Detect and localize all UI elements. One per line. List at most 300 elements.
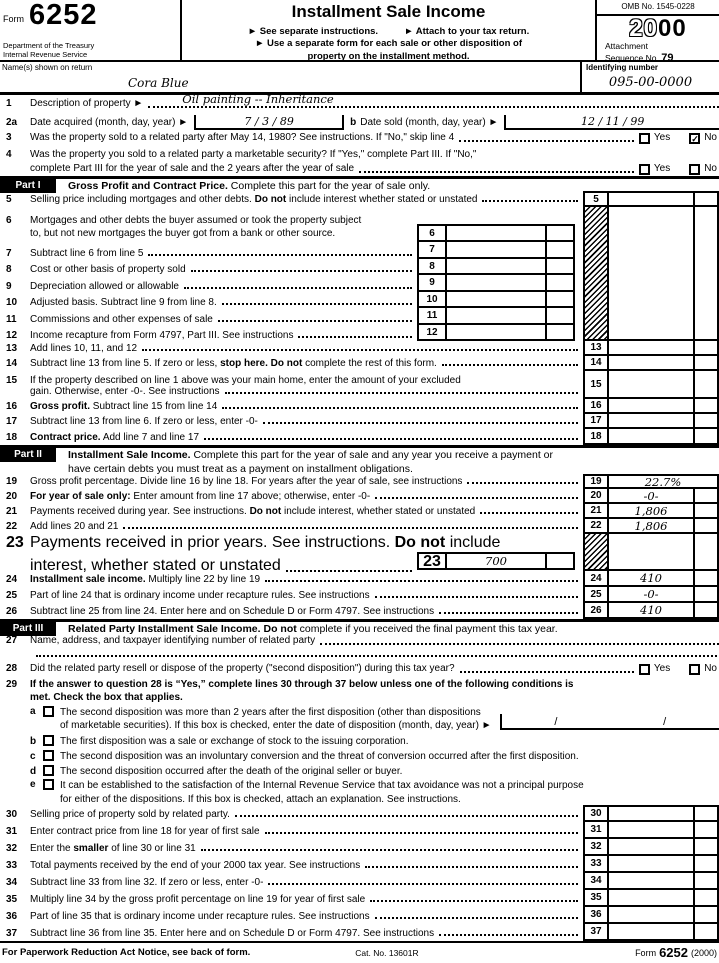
- name-cell[interactable]: [0, 62, 580, 92]
- line-11-amount[interactable]: [447, 308, 545, 325]
- dot-leader: [265, 832, 578, 834]
- line-27-entry-2[interactable]: [36, 655, 717, 657]
- line-19-box-number: 19: [583, 474, 609, 489]
- line-2b-label: Date sold (month, day, year) ►: [360, 117, 499, 128]
- dot-leader: [439, 612, 578, 614]
- line-8-amount[interactable]: [447, 259, 545, 276]
- line-9-number: 9: [6, 280, 12, 292]
- line-12-label: Income recapture from Form 4797, Part III. See instructions: [30, 330, 294, 341]
- line-15-label-2: gain. Otherwise, enter -0-. See instructions: [30, 386, 220, 397]
- line-28-no-checkbox[interactable]: [689, 664, 700, 675]
- line-9-label: Depreciation allowed or allowable: [30, 280, 179, 292]
- line-30-row: [0, 805, 719, 822]
- line-3-no-checkbox[interactable]: ✓: [691, 134, 699, 144]
- line-15-number: 15: [6, 375, 18, 386]
- taxpayer-row: [0, 62, 719, 95]
- part-iii-title: Related Party Installment Sale Income. Do not complete if you received the final payment this tax year.: [68, 623, 558, 635]
- line-14-cents[interactable]: [693, 356, 719, 371]
- line-5-box-number: 5: [583, 191, 609, 207]
- yes-label: Yes: [653, 132, 671, 143]
- dot-leader: [439, 934, 578, 936]
- dot-leader: [225, 392, 578, 394]
- form-title-block: [182, 0, 595, 60]
- line-26-number: 26: [6, 606, 18, 617]
- line-29e-row: [0, 777, 719, 805]
- line-5-row: [0, 191, 719, 207]
- line-15-cents[interactable]: [693, 371, 719, 399]
- form-footer: [0, 941, 719, 962]
- line-29-number: 29: [6, 679, 18, 690]
- line-37-box-number: 37: [583, 924, 609, 941]
- line-8-cents[interactable]: [545, 259, 575, 276]
- line-20-number: 20: [6, 491, 18, 502]
- line-29b-label: The first disposition was a sale or exchange of stock to the issuing corporation.: [60, 736, 409, 747]
- line-2b-number: b: [350, 117, 357, 128]
- dot-leader: [201, 849, 578, 851]
- line-34-label: Subtract line 33 from line 32. If zero or less, enter -0-: [30, 877, 264, 888]
- line-33-label: Total payments received by the end of your 2000 tax year. See instructions: [30, 860, 361, 871]
- line-14-amount[interactable]: [609, 356, 693, 371]
- line-4-no-checkbox[interactable]: [689, 164, 700, 175]
- line-5-cents[interactable]: [693, 191, 719, 207]
- line-1-row: [0, 92, 719, 111]
- part-ii-header: [0, 445, 719, 474]
- line-6-amount[interactable]: [447, 224, 545, 242]
- line-9-row: [0, 275, 583, 292]
- line-10-label: Adjusted basis. Subtract line 9 from line 8.: [30, 297, 217, 308]
- line-27-label: Name, address, and taxpayer identifying number of related party: [30, 635, 316, 646]
- agency-name: Department of the Treasury Internal Revenue Service: [3, 41, 95, 59]
- line-34-amount[interactable]: [609, 873, 693, 890]
- line-25-box-number: 25: [583, 587, 609, 603]
- line-13-label: Add lines 10, 11, and 12: [30, 343, 138, 354]
- dot-leader: [460, 671, 634, 673]
- line-13-amount[interactable]: [609, 341, 693, 356]
- dot-leader: [442, 364, 578, 366]
- line-34-number: 34: [6, 877, 18, 888]
- line-29d-letter: d: [30, 766, 37, 777]
- line-29e-checkbox[interactable]: [43, 779, 54, 790]
- line-11-number: 11: [6, 313, 17, 325]
- dot-leader: [467, 482, 578, 484]
- dot-leader: [375, 917, 578, 919]
- line-14-row: [0, 356, 719, 371]
- line-15-amount[interactable]: [609, 371, 693, 399]
- line-16-amount[interactable]: [609, 399, 693, 414]
- lines-6-12-open-cents: [693, 207, 719, 341]
- line-16-number: 16: [6, 401, 18, 412]
- line-16-row: [0, 399, 719, 414]
- line-28-label: Did the related party resell or dispose of the property ("second disposition") during this tax year?: [30, 663, 455, 674]
- dot-leader: [480, 512, 578, 514]
- line-31-amount[interactable]: [609, 822, 693, 839]
- yes-label: Yes: [653, 663, 671, 674]
- line-30-number: 30: [6, 809, 18, 820]
- line-27-row-2: [0, 648, 719, 660]
- line-29e-letter: e: [30, 779, 36, 790]
- line-23-cents[interactable]: [545, 552, 575, 570]
- line-30-cents[interactable]: [693, 805, 719, 822]
- line-6-label-1: Mortgages and other debts the buyer assumed or took the property subject: [30, 215, 362, 226]
- line-21-cents[interactable]: [693, 504, 719, 519]
- line-29a-checkbox[interactable]: [43, 706, 54, 717]
- line-28-row: [0, 660, 719, 676]
- catalog-number: Cat. No. 13601R: [355, 948, 419, 958]
- line-33-box-number: 33: [583, 856, 609, 873]
- line-23-number: 23: [6, 534, 24, 551]
- line-1-label: Description of property ►: [30, 98, 144, 109]
- line-15-box-number: 15: [583, 371, 609, 399]
- line-31-number: 31: [6, 826, 18, 837]
- line-24-cents[interactable]: [693, 571, 719, 587]
- line-12-row: [0, 325, 583, 342]
- line-31-box-number: 31: [583, 822, 609, 839]
- line-24-label: Installment sale income. Multiply line 22 by line 19: [30, 574, 261, 585]
- part-iii-header: [0, 619, 719, 634]
- hatched-cell: [583, 207, 609, 341]
- hatched-cell: [583, 534, 609, 571]
- line-26-amount[interactable]: 410: [609, 603, 693, 619]
- line-26-label: Subtract line 25 from line 24. Enter here and on Schedule D or Form 4797. See instructions: [30, 606, 435, 617]
- line-4-row-1: [0, 145, 719, 160]
- dot-leader: [142, 349, 578, 351]
- line-29-label-2: met. Check the box that applies.: [30, 692, 183, 703]
- line-35-row: [0, 890, 719, 907]
- line-32-row: [0, 839, 719, 856]
- line-35-cents[interactable]: [693, 890, 719, 907]
- line-23-open-cents: [693, 534, 719, 571]
- line-20-box-number: 20: [583, 489, 609, 504]
- line-36-number: 36: [6, 911, 18, 922]
- date-acquired-field[interactable]: 7 / 3 / 89: [194, 115, 344, 130]
- line-17-row: [0, 414, 719, 429]
- line-29a-row: [0, 703, 719, 732]
- line-35-label: Multiply line 34 by the gross profit percentage on line 19 for year of first sale: [30, 894, 366, 905]
- line-29c-checkbox[interactable]: [43, 750, 54, 761]
- line-10-cents[interactable]: [545, 292, 575, 309]
- line-12-box-number: 12: [417, 325, 447, 342]
- line-26-box-number: 26: [583, 603, 609, 619]
- line-28-yes-checkbox[interactable]: [639, 664, 650, 675]
- part-i-header: [0, 176, 719, 191]
- line-5-label: Selling price including mortgages and other debts. Do not include interest whether stated or unstated: [30, 194, 478, 205]
- taxpayer-name[interactable]: Cora Blue: [128, 76, 189, 90]
- line-29b-row: [0, 732, 719, 747]
- line-29-row-1: [0, 676, 719, 690]
- line-32-number: 32: [6, 843, 18, 854]
- line-25-amount[interactable]: -0-: [609, 587, 693, 603]
- line-10-amount[interactable]: [447, 292, 545, 309]
- line-22-number: 22: [6, 521, 18, 532]
- line-34-cents[interactable]: [693, 873, 719, 890]
- line-29a-date-field[interactable]: / /: [500, 714, 719, 730]
- line-31-cents[interactable]: [693, 822, 719, 839]
- dot-leader: [222, 303, 412, 305]
- line-29c-row: [0, 747, 719, 762]
- line-34-row: [0, 873, 719, 890]
- line-12-amount[interactable]: [447, 325, 545, 342]
- line-1-number: 1: [6, 98, 12, 109]
- line-18-label: Contract price. Add line 7 and line 17: [30, 432, 199, 443]
- line-15-label-1: If the property described on line 1 above was your main home, enter the amount of your excluded: [30, 375, 461, 386]
- line-29d-label: The second disposition occurred after the death of the original seller or buyer.: [60, 766, 403, 777]
- line-4-yes-checkbox[interactable]: [639, 164, 650, 175]
- line-19-amount[interactable]: 22.7%: [609, 474, 719, 489]
- dot-leader: [375, 596, 578, 598]
- line-17-number: 17: [6, 416, 18, 427]
- line-9-box-number: 9: [417, 275, 447, 292]
- line-29e-label: It can be established to the satisfaction of the Internal Revenue Service that tax avoidance was not a principal purpose for either of the dispositions. If this box is checked, attach an explanation. See instructions.: [60, 780, 584, 805]
- line-36-label: Part of line 35 that is ordinary income under recapture rules. See instructions: [30, 911, 370, 922]
- line-9-amount[interactable]: [447, 275, 545, 292]
- dot-leader: [263, 422, 578, 424]
- line-25-row: [0, 587, 719, 603]
- line-16-box-number: 16: [583, 399, 609, 414]
- line-6-label-2: to, but not new mortgages the buyer got from a bank or other source.: [30, 227, 336, 239]
- line-4-row-2: [0, 160, 719, 176]
- line-3-yes-checkbox[interactable]: [639, 133, 650, 144]
- line-14-number: 14: [6, 358, 18, 369]
- part-ii-tag: Part II: [0, 448, 56, 462]
- line-30-box-number: 30: [583, 805, 609, 822]
- line-18-box-number: 18: [583, 429, 609, 445]
- line-6-row: [0, 207, 583, 242]
- line-19-label: Gross profit percentage. Divide line 16 by line 18. For years after the year of sale, see instructions: [30, 476, 463, 487]
- line-36-box-number: 36: [583, 907, 609, 924]
- identifying-number-label: Identifying number: [586, 63, 658, 72]
- form-number-block: [0, 0, 182, 60]
- omb-number: OMB No. 1545-0228: [597, 0, 719, 16]
- line-10-number: 10: [6, 297, 18, 308]
- indent: [6, 228, 30, 241]
- line-33-cents[interactable]: [693, 856, 719, 873]
- dot-leader: [184, 287, 412, 289]
- line-23-label-1: Payments received in prior years. See instructions. Do not include: [30, 534, 501, 551]
- dot-leader: [222, 407, 578, 409]
- dot-leader: [148, 254, 412, 256]
- line-3-row: [0, 130, 719, 145]
- line-6-cents[interactable]: [545, 224, 575, 242]
- line-7-label: Subtract line 6 from line 5: [30, 247, 144, 259]
- line-12-number: 12: [6, 330, 18, 341]
- dot-leader: [235, 815, 578, 817]
- line-20-row: [0, 489, 719, 504]
- line-18-amount[interactable]: [609, 429, 693, 445]
- line-18-cents[interactable]: [693, 429, 719, 445]
- dot-leader: [268, 883, 578, 885]
- line-17-amount[interactable]: [609, 414, 693, 429]
- line-10-box-number: 10: [417, 292, 447, 309]
- line-29c-letter: c: [30, 751, 36, 762]
- line-18-row: [0, 429, 719, 445]
- line-31-row: [0, 822, 719, 839]
- line-5-amount[interactable]: [609, 191, 693, 207]
- footer-form-id: Form 6252 (2000): [635, 944, 717, 960]
- line-2-row: [0, 111, 719, 130]
- line-29d-checkbox[interactable]: [43, 765, 54, 776]
- line-8-number: 8: [6, 264, 12, 275]
- dot-leader: [375, 497, 578, 499]
- identifying-number[interactable]: 095-00-0000: [608, 75, 693, 90]
- line-35-amount[interactable]: [609, 890, 693, 907]
- line-20-cents[interactable]: [693, 489, 719, 504]
- line-7-amount[interactable]: [447, 242, 545, 259]
- line-8-label: Cost or other basis of property sold: [30, 264, 186, 275]
- no-label: No: [704, 132, 717, 143]
- line-17-box-number: 17: [583, 414, 609, 429]
- line-32-box-number: 32: [583, 839, 609, 856]
- line-33-row: [0, 856, 719, 873]
- line-19-row: [0, 474, 719, 489]
- line-33-amount[interactable]: [609, 856, 693, 873]
- line-29b-checkbox[interactable]: [43, 735, 54, 746]
- form-title: Installment Sale Income: [291, 2, 486, 21]
- lines-6-12-block: [0, 207, 719, 341]
- date-sold-field[interactable]: 12 / 11 / 99: [504, 115, 719, 130]
- line-21-amount[interactable]: 1,806: [609, 504, 693, 519]
- dot-leader: [365, 866, 578, 868]
- line-4-label-1: Was the property you sold to a related party a marketable security? If "Yes," complete Part III. If "No,": [30, 149, 477, 160]
- line-26-cents[interactable]: [693, 603, 719, 619]
- line-1-value[interactable]: Oil painting -- Inheritance: [182, 92, 334, 106]
- line-7-number: 7: [6, 247, 12, 259]
- line-20-label: For year of sale only: Enter amount from line 17 above; otherwise, enter -0-: [30, 491, 371, 502]
- line-18-number: 18: [6, 432, 18, 443]
- line-22-label: Add lines 20 and 21: [30, 521, 119, 532]
- identifying-number-cell[interactable]: [580, 62, 719, 92]
- line-13-row: [0, 341, 719, 356]
- line-22-cents[interactable]: [693, 519, 719, 534]
- line-2a-label: Date acquired (month, day, year) ►: [30, 117, 189, 128]
- form-header: [0, 0, 719, 62]
- line-17-cents[interactable]: [693, 414, 719, 429]
- no-label: No: [704, 163, 717, 174]
- line-23-label-2: interest, whether stated or unstated: [30, 557, 281, 574]
- line-3-number: 3: [6, 132, 12, 143]
- dot-leader: [370, 900, 578, 902]
- line-24-row: [0, 571, 719, 587]
- line-1-entry[interactable]: [148, 92, 719, 108]
- dot-leader: [265, 580, 578, 582]
- tax-year: 2000: [629, 15, 687, 42]
- line-11-label: Commissions and other expenses of sale: [30, 313, 213, 325]
- line-25-number: 25: [6, 590, 18, 601]
- line-11-row: [0, 308, 583, 325]
- line-4-number: 4: [6, 149, 12, 160]
- line-21-label: Payments received during year. See instructions. Do not include interest, whether stated or unstated: [30, 506, 476, 517]
- line-7-cents[interactable]: [545, 242, 575, 259]
- line-29-label-1: If the answer to question 28 is “Yes,” complete lines 30 through 37 below unless one of the following conditions is: [30, 679, 574, 690]
- line-2a-number: 2a: [6, 117, 18, 128]
- line-14-label: Subtract line 13 from line 5. If zero or less, stop here. Do not complete the rest of this form.: [30, 358, 437, 369]
- dot-leader: [298, 336, 412, 338]
- form-number: 6252: [29, 0, 98, 31]
- line-37-amount[interactable]: [609, 924, 693, 941]
- line-13-number: 13: [6, 343, 18, 354]
- form-instructions: ► See separate instructions. ► Attach to your tax return. ► Use a separate form for each sale or other disposition of property on the installment method.: [247, 26, 530, 62]
- line-29c-label: The second disposition was an involuntary conversion and the threat of conversion occurred after the first disposition.: [60, 751, 579, 762]
- line-3-label: Was the property sold to a related party after May 14, 1980? See instructions. If "No," skip line 4: [30, 132, 455, 143]
- line-34-box-number: 34: [583, 873, 609, 890]
- line-22-amount[interactable]: 1,806: [609, 519, 693, 534]
- line-24-amount[interactable]: 410: [609, 571, 693, 587]
- dot-leader: [191, 270, 412, 272]
- line-29b-letter: b: [30, 736, 37, 747]
- line-11-cents[interactable]: [545, 308, 575, 325]
- line-32-label: Enter the smaller of line 30 or line 31: [30, 843, 196, 854]
- line-23-box-number: 23: [417, 552, 447, 570]
- dot-leader: [359, 171, 634, 173]
- line-12-cents[interactable]: [545, 325, 575, 342]
- line-37-number: 37: [6, 928, 18, 939]
- line-29a-letter: a: [30, 706, 36, 717]
- line-31-label: Enter contract price from line 18 for year of first sale: [30, 826, 260, 837]
- line-27-number: 27: [6, 635, 18, 646]
- line-36-row: [0, 907, 719, 924]
- line-22-row: [0, 519, 719, 534]
- line-19-number: 19: [6, 476, 18, 487]
- line-16-cents[interactable]: [693, 399, 719, 414]
- dot-leader: [123, 527, 578, 529]
- dot-leader: [459, 140, 634, 142]
- paperwork-notice: For Paperwork Reduction Act Notice, see back of form.: [2, 947, 251, 958]
- line-27-entry[interactable]: [320, 643, 719, 645]
- line-23-open-amount: [609, 534, 693, 571]
- line-24-box-number: 24: [583, 571, 609, 587]
- line-7-box-number: 7: [417, 242, 447, 259]
- dot-leader: [218, 320, 412, 322]
- line-37-label: Subtract line 36 from line 35. Enter here and on Schedule D or Form 4797. See instructions: [30, 928, 435, 939]
- line-36-cents[interactable]: [693, 907, 719, 924]
- line-5-number: 5: [6, 194, 12, 205]
- line-35-number: 35: [6, 894, 18, 905]
- line-21-box-number: 21: [583, 504, 609, 519]
- line-32-amount[interactable]: [609, 839, 693, 856]
- line-37-cents[interactable]: [693, 924, 719, 941]
- line-32-cents[interactable]: [693, 839, 719, 856]
- line-20-amount[interactable]: -0-: [609, 489, 693, 504]
- line-9-cents[interactable]: [545, 275, 575, 292]
- line-21-row: [0, 504, 719, 519]
- line-35-box-number: 35: [583, 890, 609, 907]
- line-11-box-number: 11: [417, 308, 447, 325]
- line-28-number: 28: [6, 663, 18, 674]
- attachment-sequence: Attachment Sequence No. 79: [605, 41, 674, 64]
- name-label: Name(s) shown on return: [2, 63, 93, 72]
- line-14-box-number: 14: [583, 356, 609, 371]
- form-word: Form: [3, 14, 24, 24]
- line-10-row: [0, 292, 583, 309]
- line-29d-row: [0, 762, 719, 777]
- line-29a-label: The second disposition was more than 2 years after the first disposition (other than dispositions of marketable securities). If this box is checked, enter the date of disposition (month, day, year) ►: [60, 707, 492, 731]
- line-23-amount[interactable]: 700: [447, 552, 545, 570]
- line-15-row: [0, 371, 719, 399]
- line-13-cents[interactable]: [693, 341, 719, 356]
- line-30-amount[interactable]: [609, 805, 693, 822]
- line-4-label-2: complete Part III for the year of sale and the 2 years after the year of sale: [30, 163, 355, 174]
- line-7-row: [0, 242, 583, 259]
- line-25-cents[interactable]: [693, 587, 719, 603]
- line-25-label: Part of line 24 that is ordinary income under recapture rules. See instructions: [30, 590, 370, 601]
- part-ii-title: Installment Sale Income. Complete this part for the year of sale and any year you receive a payment or have certain debts you must treat as a payment on installment obligations.: [68, 449, 553, 475]
- omb-year-block: [595, 0, 719, 64]
- line-37-row: [0, 924, 719, 941]
- line-36-amount[interactable]: [609, 907, 693, 924]
- part-i-title: Gross Profit and Contract Price. Complete this part for the year of sale only.: [68, 180, 431, 192]
- part-i-tag: Part I: [0, 179, 56, 193]
- dot-leader: [482, 200, 578, 202]
- line-13-box-number: 13: [583, 341, 609, 356]
